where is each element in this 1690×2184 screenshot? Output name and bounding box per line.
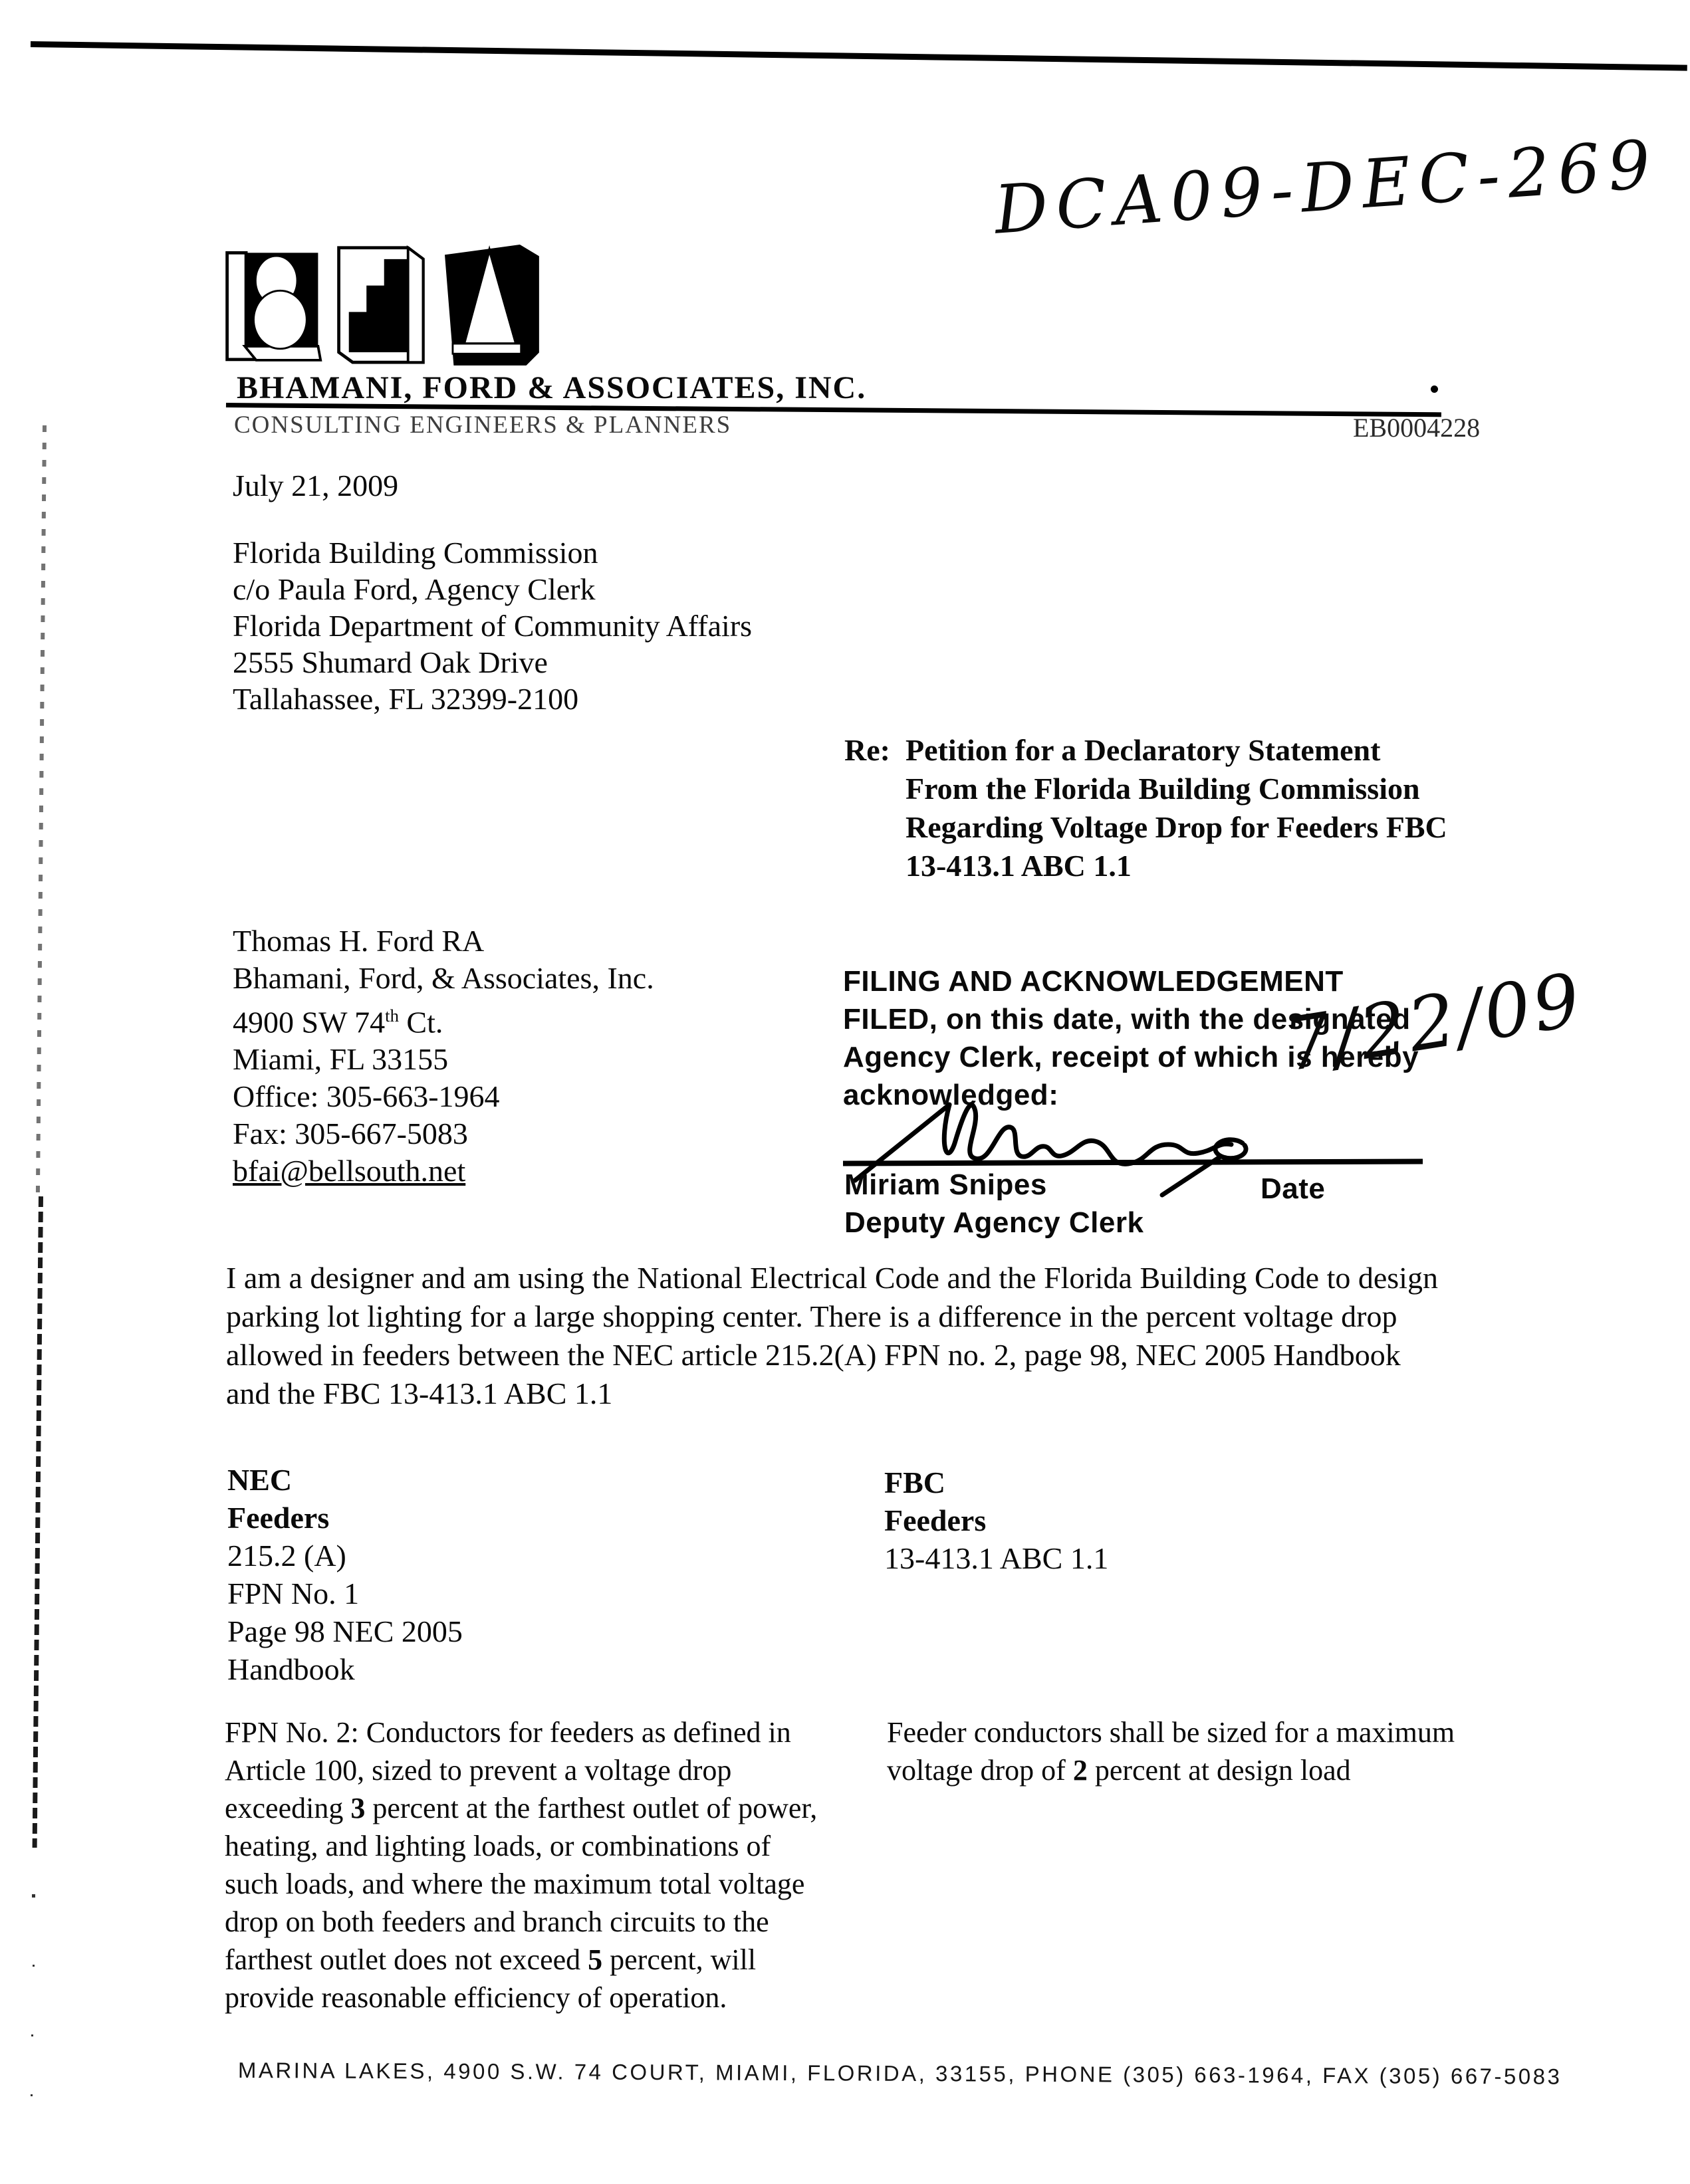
body-paragraph-line: and the FBC 13-413.1 ABC 1.1 [226,1376,613,1410]
re-subject [905,731,1447,885]
re-subject-line: Regarding Voltage Drop for Feeders FBC [905,810,1447,844]
nec-detail-paragraph-line: provide reasonable efficiency of operation. [225,1981,727,2014]
scan-artifact-dots [32,1894,35,1898]
nec-detail-paragraph-line: Article 100, sized to prevent a voltage drop [225,1754,732,1787]
sender-contact-line: Thomas H. Ford RA [233,924,485,958]
logo-block-a-icon [439,241,544,368]
sender-contact-line: bfai@bellsouth.net [233,1154,466,1188]
filing-stamp [843,956,1588,1255]
sender-contact-line: Office: 305-663-1964 [233,1079,500,1114]
nec-detail-paragraph-line: heating, and lighting loads, or combinations of [225,1830,771,1862]
nec-column-header-line: NEC [227,1463,293,1497]
date-label: Date [1261,1172,1326,1205]
sender-contact-line: Fax: 305-667-5083 [233,1117,468,1151]
signer-name: Miriam Snipes [844,1168,1047,1201]
nec-detail-paragraph-line: FPN No. 2: Conductors for feeders as defined in [225,1716,791,1749]
body-paragraph-line: allowed in feeders between the NEC article 215.2(A) FPN no. 2, page 98, NEC 2005 Handbook [226,1338,1401,1372]
nec-detail-paragraph-line: drop on both feeders and branch circuits to the [225,1906,769,1938]
signature-line [843,1158,1423,1166]
letterhead-rule-dot [1431,385,1438,393]
re-block [844,731,1447,885]
fbc-detail-paragraph-line: Feeder conductors shall be sized for a maximum [887,1716,1455,1749]
stamp-text-line: FILED, on this date, with the designated [843,1003,1411,1036]
logo-block-b-icon [222,247,323,368]
sender-contact-line: 4900 SW 74th Ct. [233,1005,443,1039]
company-tagline: CONSULTING ENGINEERS & PLANNERS [234,411,732,439]
recipient-address-line: 2555 Shumard Oak Drive [233,645,548,679]
recipient-address-line: c/o Paula Ford, Agency Clerk [233,572,596,606]
scan-artifact-top-line [31,41,1687,71]
sender-contact-line: Bhamani, Ford, & Associates, Inc. [233,961,654,995]
nec-column-header-line: FPN No. 1 [227,1577,360,1610]
recipient-address-line: Florida Building Commission [233,536,598,570]
recipient-address [233,534,752,717]
letter-date: July 21, 2009 [233,469,399,502]
body-paragraph [226,1259,1438,1413]
stamp-text-line: FILING AND ACKNOWLEDGEMENT [843,965,1344,998]
body-paragraph-line: parking lot lighting for a large shopping center. There is a difference in the percent voltage drop [226,1299,1397,1333]
nec-column-header-line: 215.2 (A) [227,1539,346,1573]
sender-contact [233,923,654,1190]
fbc-column-header-line: FBC [884,1466,945,1499]
case-number-handwritten: DCA09-DEC-269 [992,125,1661,249]
company-name: BHAMANI, FORD & ASSOCIATES, INC. [237,370,867,405]
re-subject-line: Petition for a Declaratory Statement [905,733,1381,767]
nec-column-header-line: Page 98 NEC 2005 [227,1614,463,1648]
nec-column-header-line: Handbook [227,1652,355,1686]
license-number: EB0004228 [1353,413,1481,443]
re-subject-line: 13-413.1 ABC 1.1 [905,849,1132,883]
nec-column-header-line: Feeders [227,1501,330,1535]
logo-block-f-icon [334,241,428,368]
recipient-address-line: Tallahassee, FL 32399-2100 [233,682,579,716]
recipient-address-line: Florida Department of Community Affairs [233,609,753,643]
footer-address: MARINA LAKES, 4900 S.W. 74 COURT, MIAMI, FLORIDA, 33155, PHONE (305) 663-1964, FAX (305) 667-5083 [237,2058,1562,2089]
fbc-column-header-line: Feeders [884,1503,987,1537]
handwritten-date: 7/22/09 [1278,956,1588,1088]
fbc-detail-paragraph [887,1713,1455,1789]
nec-detail-paragraph [225,1713,817,2017]
sender-contact-line: Miami, FL 33155 [233,1042,449,1077]
stamp-text-line: Agency Clerk, receipt of which is hereby [843,1041,1419,1073]
fbc-detail-paragraph-line: voltage drop of 2 percent at design load [887,1754,1351,1787]
scan-artifact-left-edge-upper [36,425,47,1203]
nec-detail-paragraph-line: such loads, and where the maximum total voltage [225,1868,805,1900]
re-subject-line: From the Florida Building Commission [905,772,1420,806]
scan-artifact-left-edge-lower [33,1196,43,1848]
re-label: Re: [844,733,890,767]
fbc-column-header [884,1464,1108,1577]
nec-detail-paragraph-line: exceeding 3 percent at the farthest outlet of power, [225,1792,818,1824]
body-paragraph-line: I am a designer and am using the National Electrical Code and the Florida Building Code to design [226,1261,1438,1295]
nec-detail-paragraph-line: farthest outlet does not exceed 5 percent, will [225,1943,757,1976]
nec-column-header [227,1461,463,1688]
signer-title: Deputy Agency Clerk [844,1206,1144,1239]
company-logo [222,241,544,368]
fbc-column-header-line: 13-413.1 ABC 1.1 [884,1541,1109,1575]
stamp-text-line: acknowledged: [843,1079,1059,1111]
